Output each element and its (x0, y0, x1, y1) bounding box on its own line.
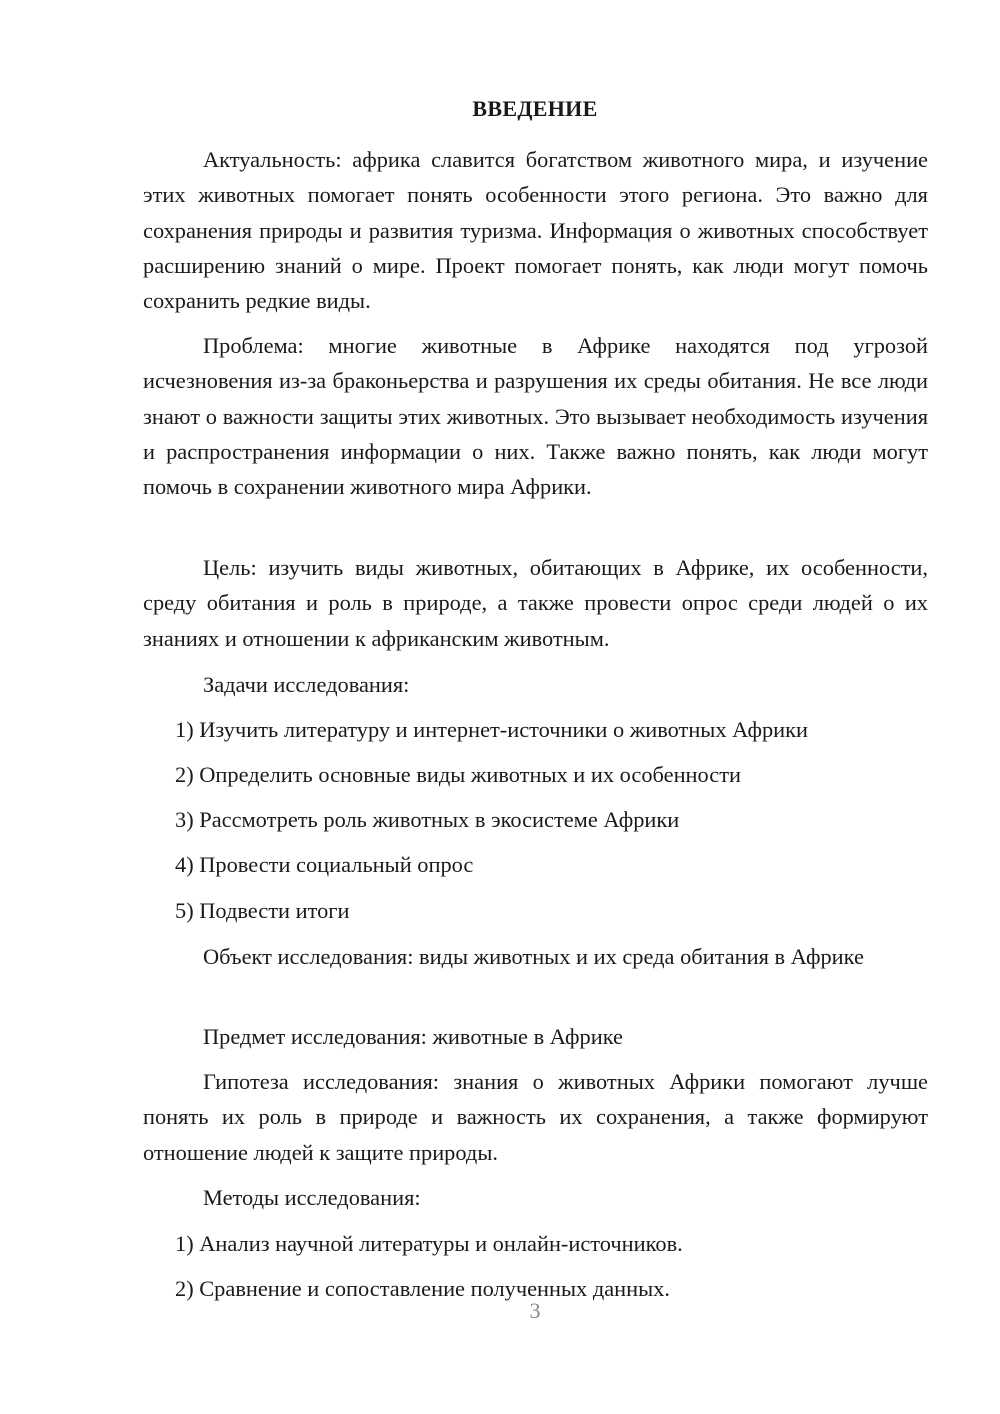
task-item: 1) Изучить литературу и интернет-источники о животных Африки (175, 717, 809, 742)
hypothesis-paragraph: Гипотеза исследования: знания о животных Африки помогают лучше понять их роль в природе и важность их сохранения, а также формируют отношение людей к защите природы. (143, 1069, 928, 1165)
relevance-paragraph: Актуальность: африка славится богатством животного мира, и изучение этих животных помогает понять особенности этого региона. Это важно для сохранения природы и развития туризма. Информация о животных способствует расширению знаний о мире. Проект помогает понять, как люди могут помочь сохранить редкие виды. (143, 147, 928, 314)
goal-paragraph: Цель: изучить виды животных, обитающих в Африке, их особенности, среду обитания и роль в природе, а также провести опрос среди людей о их знаниях и отношении к африканским животным. (143, 555, 928, 651)
method-item: 2) Сравнение и сопоставление полученных данных. (175, 1276, 670, 1301)
page-title: ВВЕДЕНИЕ (472, 96, 598, 121)
object-paragraph: Объект исследования: виды животных и их среда обитания в Африке (203, 944, 864, 969)
task-item: 4) Провести социальный опрос (175, 852, 474, 877)
method-item: 1) Анализ научной литературы и онлайн-источников. (175, 1231, 683, 1256)
subject-line: Предмет исследования: животные в Африке (203, 1024, 623, 1049)
methods-label: Методы исследования: (203, 1185, 421, 1210)
tasks-label: Задачи исследования: (203, 672, 410, 697)
page-number: 3 (529, 1298, 541, 1323)
task-item: 2) Определить основные виды животных и их особенности (175, 762, 741, 787)
task-item: 3) Рассмотреть роль животных в экосистеме Африки (175, 807, 680, 832)
task-item: 5) Подвести итоги (175, 898, 350, 923)
problem-paragraph: Проблема: многие животные в Африке находятся под угрозой исчезновения из-за браконьерства и разрушения их среды обитания. Не все люди знают о важности защиты этих животных. Это вызывает необходимость изучения и распространения информации о них. Также важно понять, как люди могут помочь в сохранении животного мира Африки. (143, 333, 928, 500)
